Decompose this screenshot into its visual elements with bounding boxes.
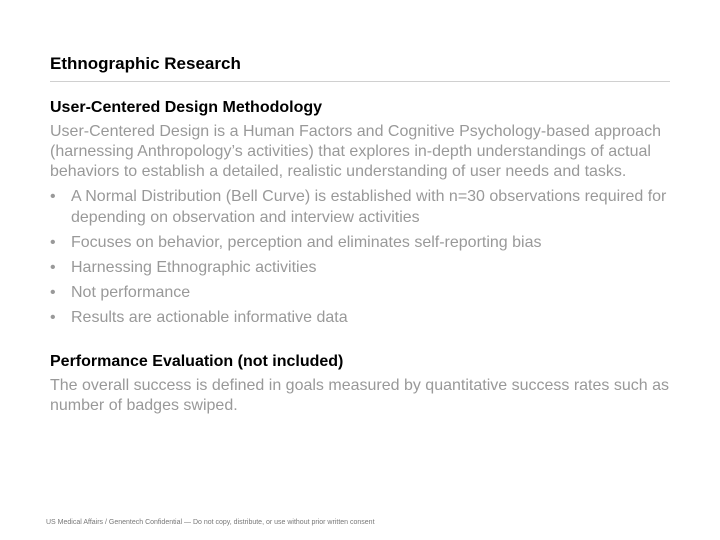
section-spacer [50, 332, 670, 352]
bullet-glyph: • [50, 188, 56, 205]
slide-title: Ethnographic Research [50, 54, 241, 73]
section-body-performance: The overall success is defined in goals measured by quantitative success rates such as number of badges swiped. [50, 377, 669, 414]
section-heading-performance: Performance Evaluation (not included) [50, 353, 344, 370]
bullet-glyph: • [50, 259, 56, 276]
bullet-item [50, 257, 670, 278]
bullet-text: Results are actionable informative data [71, 309, 348, 326]
section-body-ucd: User-Centered Design is a Human Factors and Cognitive Psychology-based approach (harnessing Anthropology’s activities) that explores in-depth understandings of actual behaviors to establish a detailed, realistic understanding of user needs and tasks. [50, 123, 661, 180]
section-heading-ucd: User-Centered Design Methodology [50, 99, 323, 116]
bullet-list [50, 186, 670, 328]
bullet-item [50, 307, 670, 328]
bullet-text: Harnessing Ethnographic activities [71, 259, 317, 276]
bullet-glyph: • [50, 234, 56, 251]
bullet-glyph: • [50, 309, 56, 326]
bullet-text: Focuses on behavior, perception and eliminates self-reporting bias [71, 234, 542, 251]
bullet-text: A Normal Distribution (Bell Curve) is established with n=30 observations required for depending on observation and interview activities [71, 188, 667, 226]
bullet-glyph: • [50, 284, 56, 301]
slide-content [50, 98, 670, 420]
title-divider [50, 81, 670, 82]
confidential-footer: US Medical Affairs / Genentech Confidential — Do not copy, distribute, or use without prior written consent [46, 519, 375, 526]
bullet-item [50, 186, 670, 228]
bullet-item [50, 232, 670, 253]
bullet-text: Not performance [71, 284, 191, 301]
bullet-item [50, 282, 670, 303]
